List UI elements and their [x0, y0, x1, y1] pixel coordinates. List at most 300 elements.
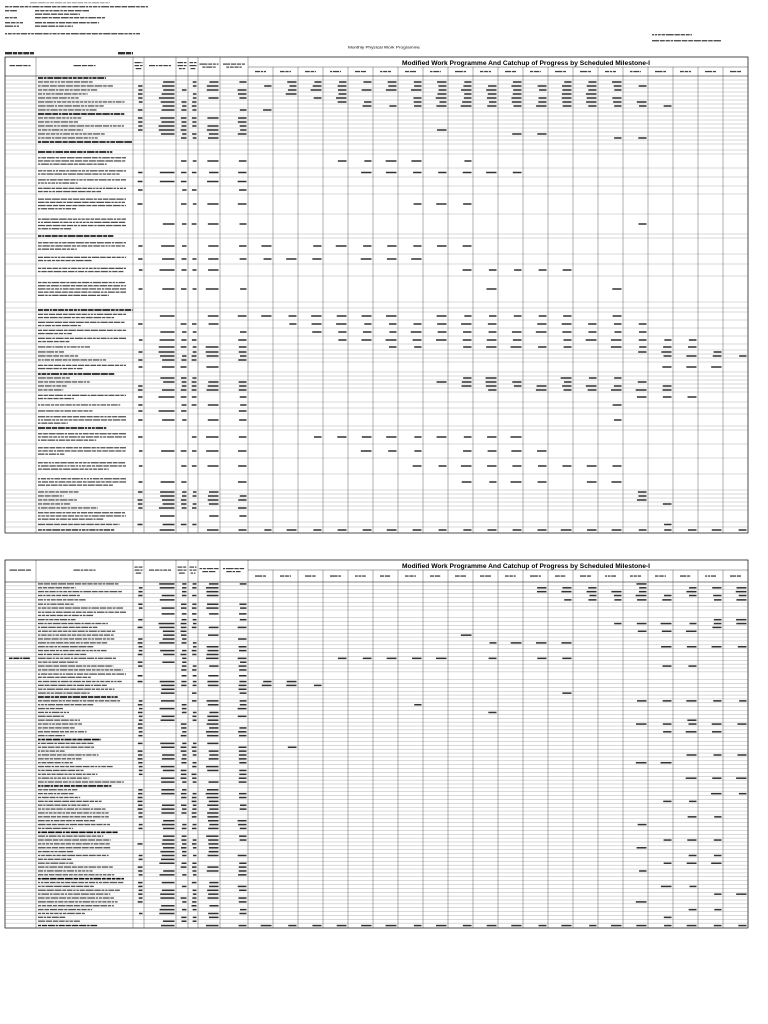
- illegible-number: [160, 315, 175, 317]
- row-description: [38, 890, 120, 891]
- text-glyph-run: [83, 481, 87, 482]
- text-glyph-run: [66, 743, 70, 744]
- text-glyph-run: [63, 288, 69, 289]
- text-glyph-run: [43, 170, 46, 171]
- text-glyph-run: [20, 22, 23, 23]
- illegible-number: [138, 843, 143, 845]
- text-glyph-run: [103, 882, 109, 883]
- text-glyph-run: [730, 575, 736, 576]
- text-glyph-run: [111, 157, 115, 158]
- text-glyph-run: [43, 689, 46, 690]
- illegible-number: [193, 646, 197, 648]
- illegible-number: [737, 754, 746, 756]
- text-glyph-run: [46, 595, 50, 596]
- text-glyph-run: [30, 52, 34, 54]
- text-glyph-run: [59, 26, 64, 27]
- text-glyph-run: [52, 129, 60, 130]
- illegible-number: [138, 901, 143, 903]
- text-glyph-run: [101, 373, 108, 375]
- text-glyph-run: [38, 727, 42, 728]
- text-glyph-run: [72, 781, 74, 782]
- section-row: [38, 785, 111, 787]
- illegible-number: [239, 754, 247, 756]
- text-glyph-run: [95, 179, 98, 180]
- text-glyph-run: [104, 469, 107, 470]
- text-glyph-run: [113, 689, 115, 690]
- text-glyph-run: [97, 785, 103, 787]
- text-glyph-run: [69, 793, 74, 794]
- text-glyph-run: [124, 242, 126, 243]
- text-glyph-run: [49, 712, 51, 713]
- text-glyph-run: [82, 129, 83, 130]
- illegible-number: [207, 700, 219, 702]
- text-glyph-run: [76, 182, 78, 183]
- illegible-number: [182, 754, 186, 756]
- text-glyph-run: [117, 257, 121, 258]
- table-row: [38, 661, 247, 663]
- row-description: [38, 634, 114, 635]
- text-glyph-run: [106, 524, 112, 525]
- text-glyph-run: [49, 866, 57, 867]
- row-description: [38, 673, 126, 674]
- text-glyph-run: [234, 568, 238, 569]
- text-glyph-run: [505, 575, 509, 576]
- illegible-number: [138, 754, 142, 756]
- illegible-number: [193, 920, 197, 922]
- illegible-number: [209, 754, 218, 756]
- text-glyph-run: [41, 137, 44, 138]
- text-glyph-run: [81, 816, 86, 817]
- illegible-number: [182, 843, 186, 845]
- illegible-number: [138, 870, 142, 872]
- text-glyph-run: [51, 595, 55, 596]
- text-glyph-run: [99, 105, 103, 106]
- text-glyph-run: [88, 359, 92, 360]
- text-glyph-run: [86, 529, 88, 530]
- text-glyph-run: [56, 314, 62, 315]
- illegible-number: [487, 288, 497, 290]
- illegible-number: [160, 269, 175, 271]
- text-glyph-run: [111, 681, 114, 682]
- text-glyph-run: [60, 282, 65, 283]
- illegible-number: [614, 323, 622, 325]
- illegible-number: [138, 665, 142, 667]
- table-row: [38, 909, 722, 911]
- illegible-number: [193, 793, 197, 795]
- text-glyph-run: [103, 359, 106, 360]
- text-glyph-run: [13, 658, 19, 660]
- illegible-number: [612, 97, 621, 99]
- text-glyph-run: [58, 179, 63, 180]
- illegible-number: [181, 288, 187, 290]
- illegible-number: [562, 385, 571, 387]
- text-glyph-run: [66, 117, 69, 118]
- text-glyph-run: [84, 141, 91, 143]
- text-glyph-run: [76, 317, 80, 318]
- illegible-number: [563, 339, 571, 341]
- text-glyph-run: [111, 634, 114, 635]
- text-glyph-run: [83, 485, 87, 486]
- text-glyph-run: [120, 365, 123, 366]
- illegible-number: [312, 925, 321, 927]
- illegible-number: [207, 770, 218, 772]
- illegible-number: [489, 642, 496, 644]
- text-glyph-run: [54, 450, 56, 451]
- text-glyph-run: [86, 93, 87, 94]
- illegible-number: [163, 634, 174, 636]
- text-glyph-run: [38, 762, 41, 763]
- text-glyph-run: [62, 812, 65, 813]
- text-glyph-run: [13, 52, 17, 54]
- text-glyph-run: [38, 282, 42, 283]
- text-glyph-run: [41, 785, 43, 787]
- section-row: [38, 235, 113, 237]
- text-glyph-run: [59, 113, 61, 115]
- table-row: [38, 882, 219, 884]
- illegible-number: [209, 172, 218, 174]
- text-glyph-run: [120, 395, 123, 396]
- text-glyph-run: [122, 669, 123, 670]
- illegible-number: [287, 81, 296, 83]
- text-glyph-run: [82, 754, 85, 755]
- text-glyph-run: [97, 754, 99, 755]
- text-glyph-run: [88, 677, 91, 678]
- text-glyph-run: [49, 33, 51, 34]
- text-glyph-run: [46, 847, 51, 848]
- text-glyph-run: [239, 67, 241, 68]
- text-glyph-run: [156, 65, 158, 66]
- illegible-number: [192, 125, 196, 127]
- illegible-number: [208, 675, 218, 677]
- text-glyph-run: [84, 338, 87, 339]
- illegible-number: [192, 603, 196, 605]
- text-glyph-run: [84, 642, 90, 643]
- text-glyph-run: [88, 225, 94, 226]
- text-glyph-run: [46, 716, 51, 717]
- text-glyph-run: [44, 117, 48, 118]
- text-glyph-run: [60, 499, 68, 500]
- text-glyph-run: [107, 179, 111, 180]
- text-glyph-run: [94, 436, 99, 437]
- text-glyph-run: [109, 170, 116, 171]
- text-glyph-run: [69, 222, 72, 223]
- text-glyph-run: [104, 591, 108, 592]
- text-glyph-run: [77, 173, 84, 174]
- text-glyph-run: [46, 355, 52, 356]
- illegible-number: [314, 436, 321, 438]
- text-glyph-run: [82, 65, 87, 66]
- text-glyph-run: [77, 739, 82, 741]
- text-glyph-run: [56, 325, 61, 326]
- illegible-number: [436, 339, 446, 341]
- illegible-number: [192, 766, 196, 768]
- text-glyph-run: [72, 2, 77, 3]
- illegible-number: [207, 646, 219, 648]
- text-glyph-run: [75, 870, 77, 871]
- text-glyph-run: [52, 847, 58, 848]
- illegible-number: [182, 619, 187, 621]
- row-description: [38, 182, 78, 183]
- text-glyph-run: [124, 188, 126, 189]
- text-glyph-run: [63, 368, 67, 369]
- illegible-number: [207, 789, 219, 791]
- text-glyph-run: [92, 427, 95, 429]
- illegible-number: [193, 917, 197, 919]
- text-glyph-run: [38, 893, 41, 894]
- illegible-number: [207, 735, 219, 737]
- text-glyph-run: [38, 909, 44, 910]
- text-glyph-run: [91, 395, 97, 396]
- text-glyph-run: [261, 71, 263, 72]
- text-glyph-run: [122, 781, 124, 782]
- illegible-number: [739, 595, 747, 597]
- illegible-number: [139, 339, 143, 341]
- text-glyph-run: [41, 507, 48, 508]
- illegible-number: [463, 377, 471, 379]
- text-glyph-run: [73, 696, 81, 698]
- illegible-number: [161, 789, 174, 791]
- text-glyph-run: [56, 385, 61, 386]
- text-glyph-run: [71, 133, 74, 134]
- text-glyph-run: [55, 208, 57, 209]
- text-glyph-run: [118, 404, 120, 405]
- illegible-number: [193, 495, 197, 497]
- text-glyph-run: [122, 515, 124, 516]
- text-glyph-run: [86, 890, 94, 891]
- illegible-number: [162, 366, 175, 368]
- text-glyph-run: [87, 583, 92, 584]
- text-glyph-run: [73, 847, 81, 848]
- text-glyph-run: [63, 832, 65, 834]
- illegible-number: [181, 499, 187, 501]
- text-glyph-run: [61, 503, 63, 504]
- text-glyph-run: [105, 2, 108, 3]
- illegible-number: [338, 339, 346, 341]
- illegible-number: [611, 591, 621, 593]
- illegible-number: [162, 824, 175, 826]
- text-glyph-run: [68, 271, 75, 272]
- text-glyph-run: [73, 295, 80, 296]
- text-glyph-run: [460, 575, 466, 576]
- text-glyph-run: [66, 447, 73, 448]
- text-glyph-run: [47, 654, 52, 655]
- text-glyph-run: [38, 805, 42, 806]
- text-glyph-run: [112, 874, 114, 875]
- text-glyph-run: [190, 65, 197, 66]
- text-glyph-run: [82, 529, 85, 530]
- text-glyph-run: [91, 824, 95, 825]
- text-glyph-run: [68, 515, 74, 516]
- table-row: [38, 416, 622, 424]
- text-glyph-run: [555, 575, 560, 576]
- text-glyph-run: [65, 404, 71, 405]
- row-description: [38, 855, 109, 856]
- illegible-number: [159, 410, 175, 412]
- text-glyph-run: [58, 789, 64, 790]
- illegible-number: [192, 627, 197, 629]
- text-glyph-run: [77, 685, 84, 686]
- text-glyph-run: [38, 133, 45, 134]
- text-glyph-run: [30, 2, 37, 3]
- text-glyph-run: [42, 450, 47, 451]
- text-glyph-run: [121, 179, 126, 180]
- text-glyph-run: [107, 404, 110, 405]
- text-glyph-run: [58, 685, 66, 686]
- text-glyph-run: [59, 863, 65, 864]
- text-glyph-run: [59, 440, 65, 441]
- text-glyph-run: [44, 398, 47, 399]
- text-glyph-run: [86, 268, 89, 269]
- illegible-number: [182, 258, 187, 260]
- text-glyph-run: [75, 97, 78, 98]
- month-header-label: [455, 575, 466, 576]
- illegible-number: [160, 339, 175, 341]
- illegible-number: [209, 503, 219, 505]
- text-glyph-run: [92, 101, 95, 102]
- illegible-number: [388, 85, 396, 87]
- text-glyph-run: [88, 295, 96, 296]
- text-glyph-run: [682, 40, 688, 41]
- text-glyph-run: [83, 179, 86, 180]
- illegible-number: [162, 613, 175, 615]
- illegible-number: [487, 97, 497, 99]
- illegible-number: [489, 101, 497, 103]
- text-glyph-run: [47, 870, 54, 871]
- text-glyph-run: [81, 346, 84, 347]
- text-glyph-run: [55, 245, 62, 246]
- text-glyph-run: [61, 121, 68, 122]
- illegible-number: [181, 735, 187, 737]
- row-description: [38, 179, 126, 180]
- illegible-number: [688, 396, 697, 398]
- text-glyph-run: [10, 10, 17, 11]
- text-glyph-run: [68, 669, 73, 670]
- text-glyph-run: [68, 615, 71, 616]
- text-glyph-run: [62, 762, 64, 763]
- text-glyph-run: [53, 658, 55, 659]
- text-glyph-run: [63, 781, 68, 782]
- text-glyph-run: [655, 575, 658, 576]
- text-glyph-run: [124, 33, 127, 34]
- text-glyph-run: [46, 808, 50, 809]
- text-glyph-run: [38, 419, 40, 420]
- text-glyph-run: [655, 71, 662, 72]
- text-glyph-run: [89, 847, 94, 848]
- illegible-number: [181, 770, 187, 772]
- text-glyph-run: [54, 805, 60, 806]
- illegible-number: [139, 708, 143, 710]
- text-glyph-run: [67, 2, 71, 3]
- text-glyph-run: [47, 377, 54, 378]
- illegible-number: [564, 389, 572, 391]
- illegible-number: [239, 762, 246, 764]
- text-glyph-run: [60, 495, 62, 496]
- illegible-number: [160, 708, 175, 710]
- text-glyph-run: [41, 465, 49, 466]
- illegible-number: [208, 913, 218, 915]
- illegible-number: [539, 315, 547, 317]
- text-glyph-run: [77, 245, 81, 246]
- text-glyph-run: [94, 650, 97, 651]
- text-glyph-run: [99, 173, 102, 174]
- text-glyph-run: [113, 658, 116, 659]
- row-description: [38, 170, 126, 171]
- text-glyph-run: [44, 623, 46, 624]
- table-row: [38, 797, 247, 799]
- text-glyph-run: [56, 882, 60, 883]
- text-glyph-run: [70, 747, 77, 748]
- text-glyph-run: [64, 179, 70, 180]
- illegible-number: [239, 351, 247, 353]
- text-glyph-run: [45, 612, 51, 613]
- illegible-number: [714, 754, 722, 756]
- text-glyph-run: [107, 631, 112, 632]
- illegible-number: [664, 524, 671, 526]
- text-glyph-run: [45, 770, 52, 771]
- illegible-number: [192, 816, 197, 818]
- illegible-number: [712, 627, 721, 629]
- illegible-number: [639, 339, 647, 341]
- section-row: [38, 113, 124, 115]
- text-glyph-run: [38, 309, 43, 311]
- illegible-number: [687, 754, 697, 756]
- text-glyph-run: [93, 359, 100, 360]
- illegible-number: [138, 359, 142, 361]
- illegible-number: [162, 758, 175, 760]
- text-glyph-run: [78, 170, 81, 171]
- text-glyph-run: [64, 739, 71, 741]
- text-glyph-run: [52, 385, 55, 386]
- text-glyph-run: [102, 157, 110, 158]
- text-glyph-run: [83, 373, 91, 375]
- table-row: [38, 179, 247, 184]
- text-glyph-run: [103, 101, 108, 102]
- text-glyph-run: [64, 355, 69, 356]
- text-glyph-run: [67, 599, 73, 600]
- illegible-number: [161, 101, 175, 103]
- text-glyph-run: [38, 654, 43, 655]
- illegible-number: [337, 436, 346, 438]
- text-glyph-run: [106, 205, 112, 206]
- illegible-number: [664, 105, 672, 107]
- text-glyph-run: [42, 615, 45, 616]
- text-glyph-run: [255, 71, 260, 72]
- text-glyph-run: [41, 164, 49, 165]
- text-glyph-run: [49, 381, 56, 382]
- illegible-number: [661, 762, 672, 764]
- text-glyph-run: [44, 260, 46, 261]
- text-glyph-run: [94, 65, 95, 66]
- row-description: [38, 121, 78, 122]
- illegible-number: [239, 665, 247, 667]
- text-glyph-run: [53, 151, 55, 153]
- text-glyph-run: [56, 26, 59, 27]
- text-glyph-run: [9, 658, 13, 660]
- illegible-number: [239, 646, 247, 648]
- text-glyph-run: [38, 623, 44, 624]
- illegible-number: [208, 245, 218, 247]
- text-glyph-run: [72, 843, 75, 844]
- text-glyph-run: [89, 137, 91, 138]
- column-header-label: [10, 65, 31, 66]
- illegible-number: [413, 172, 421, 174]
- text-glyph-run: [25, 6, 29, 7]
- illegible-number: [139, 450, 143, 452]
- text-glyph-run: [61, 720, 69, 721]
- text-glyph-run: [85, 330, 90, 331]
- text-glyph-run: [116, 607, 123, 608]
- row-description: [38, 615, 93, 616]
